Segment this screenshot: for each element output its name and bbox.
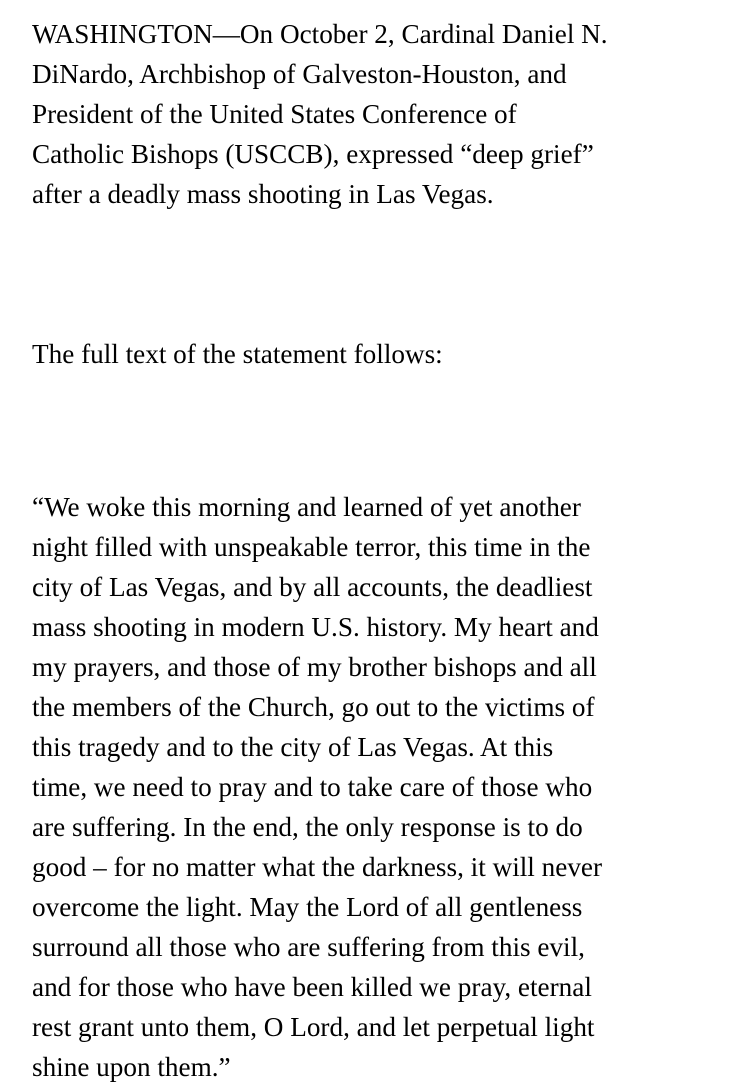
statement-paragraph: “We woke this morning and learned of yet another night filled with unspeakable terror, this time in the city of Las Vegas, and by all accounts, the deadliest mass shooting in modern U.S. history. My heart and my prayers, and those of my brother bishops and all the members of the Church, go out to the victims of this tragedy and to the city of Las Vegas. At this time, we need to pray and to take care of those who are suffering. In the end, the only response is to do good – for no matter what the darkness, it will never overcome the light. May the Lord of all gentleness surround all those who are suffering from this evil, and for those who have been killed we pray, eternal rest grant unto them, O Lord, and let perpetual light shine upon them.”: [32, 492, 603, 1082]
lead-in-paragraph: The full text of the statement follows:: [32, 339, 443, 369]
intro-paragraph: WASHINGTON—On October 2, Cardinal Daniel N. DiNardo, Archbishop of Galveston-Houston, and President of the United States Conference of Catholic Bishops (USCCB), expressed “deep grief” after a deadly mass shooting in Las Vegas.: [32, 19, 608, 209]
